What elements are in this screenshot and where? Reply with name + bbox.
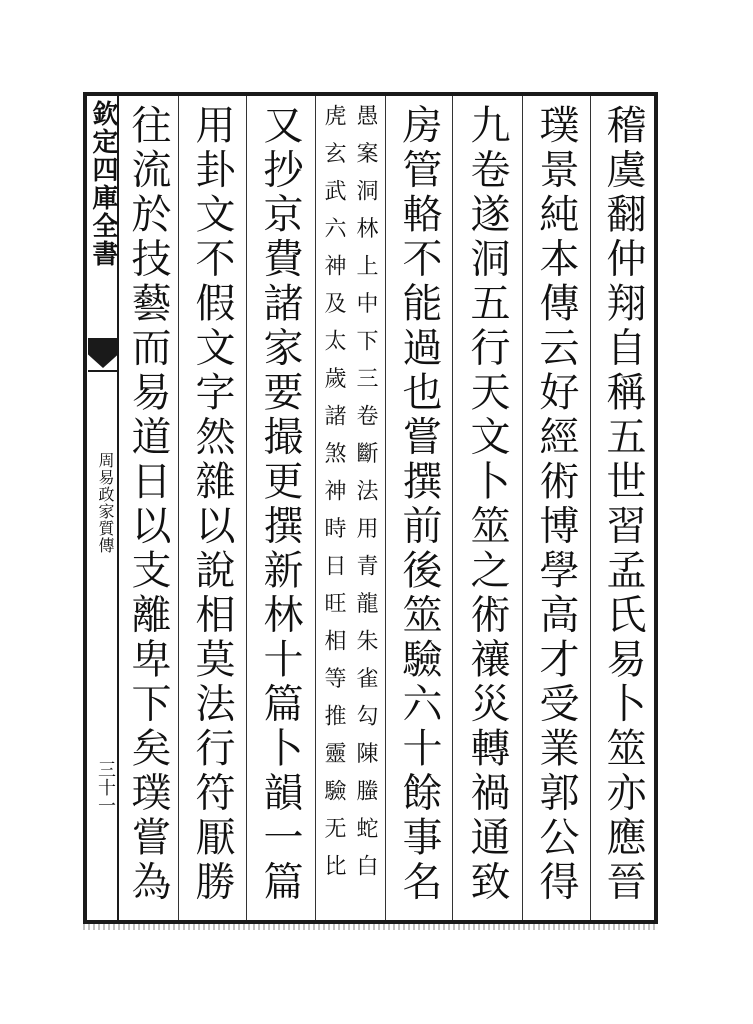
column-rule: [522, 96, 523, 920]
column-rule: [590, 96, 591, 920]
column-rule: [452, 96, 453, 920]
book-title: 欽定四庫全書: [88, 100, 118, 268]
text-column-4: 房管輅不能過也嘗撰前後筮驗六十餘事名: [396, 104, 442, 905]
text-column-5: 又抄京費諸家要撮更撰新林十篇卜韻一篇: [257, 104, 303, 905]
column-rule: [385, 96, 386, 920]
text-column-1: 稽虞翻仲翔自稱五世習孟氏易卜筮亦應晉: [600, 104, 646, 905]
text-column-2: 璞景純本傳云好經術博學高才受業郭公得: [533, 104, 579, 905]
column-rule: [315, 96, 316, 920]
column-rule: [246, 96, 247, 920]
text-column-7: 往流於技藝而易道日以支離卑下矣璞嘗為: [125, 104, 171, 905]
annotation-column-1: 愚案洞林上中下三卷斷法用青龍朱雀勾陳螣蛇白: [353, 104, 378, 892]
annotation-column-2: 虎玄武六神及太歲諸煞神時日旺相等推靈驗无比: [321, 104, 346, 892]
volume-title: 周易政家質傳: [96, 452, 115, 554]
text-column-3: 九卷遂洞五行天文卜筮之術禳災轉禍通致: [464, 104, 510, 905]
bottom-border-texture: [83, 924, 658, 930]
column-rule: [178, 96, 179, 920]
text-column-6: 用卦文不假文字然雜以說相莫法行符厭勝: [189, 104, 235, 905]
fishtail-divider: [88, 370, 118, 372]
page-number: 三十一: [95, 760, 116, 814]
